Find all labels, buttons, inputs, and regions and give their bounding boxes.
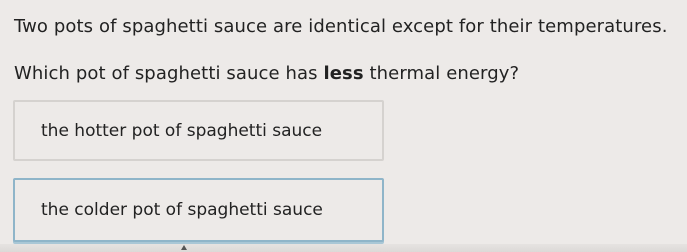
choice-label: the hotter pot of spaghetti sauce xyxy=(41,120,323,141)
question-prompt-start: Which pot of spaghetti sauce has xyxy=(14,63,324,84)
cursor-icon xyxy=(181,245,187,250)
question-prompt-end: thermal energy? xyxy=(363,63,520,84)
choice-label: the colder pot of spaghetti sauce xyxy=(41,200,323,220)
question-prompt-emphasis: less xyxy=(323,63,364,84)
question-prompt xyxy=(14,63,519,84)
question-intro: Two pots of spaghetti sauce are identical except for their temperatures. xyxy=(14,16,668,37)
page-bottom-edge xyxy=(0,244,687,252)
choice-hotter-pot[interactable] xyxy=(13,100,384,161)
choice-colder-pot[interactable] xyxy=(13,178,384,242)
